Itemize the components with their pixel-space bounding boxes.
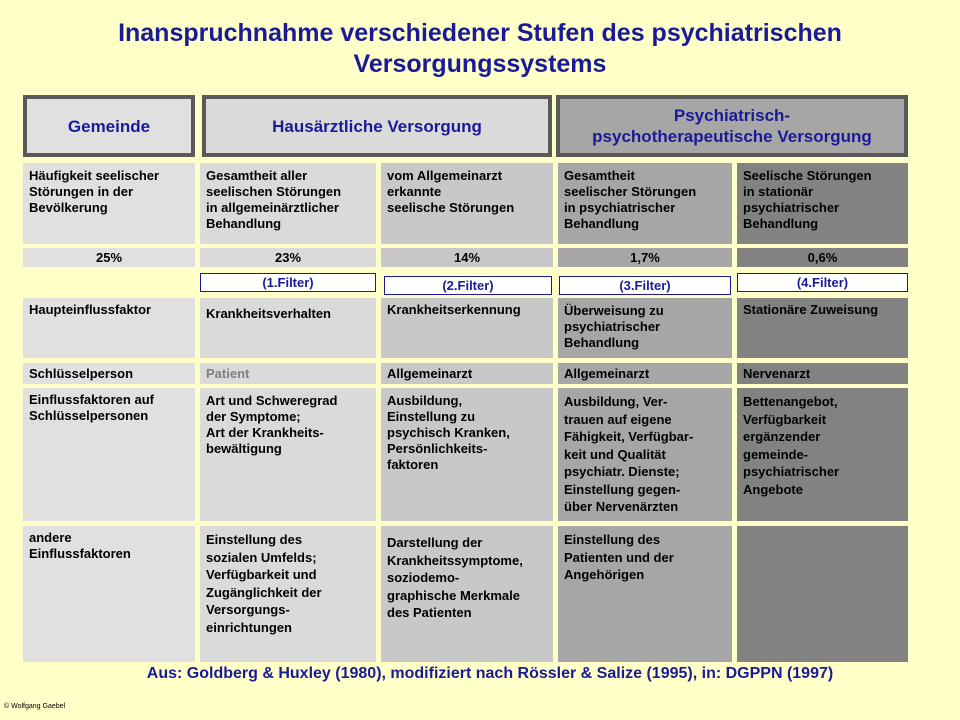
factors-key-2: Ausbildung, Einstellung zu psychisch Kranken, Persönlichkeits- faktoren xyxy=(381,388,553,521)
filter-1: (1.Filter) xyxy=(200,273,376,292)
filter-2: (2.Filter) xyxy=(384,276,552,295)
level-1-text: Häufigkeit seelischer Störungen in der Bevölkerung xyxy=(23,163,195,244)
other-factors-1: Einstellung des sozialen Umfelds; Verfügbarkeit und Zugänglichkeit der Versorgungs- einrichtungen xyxy=(200,526,376,662)
level-1-value: 25% xyxy=(23,248,195,267)
level-3-value: 14% xyxy=(381,248,553,267)
level-5-value: 0,6% xyxy=(737,248,908,267)
other-factors-4 xyxy=(737,526,908,662)
row-label-other-factors: andere Einflussfaktoren xyxy=(23,526,195,662)
header-community: Gemeinde xyxy=(23,95,195,157)
factors-key-3: Ausbildung, Ver- trauen auf eigene Fähigkeit, Verfügbar- keit und Qualität psychiatr. Dienste; Einstellung gegen- über Nervenärzten xyxy=(558,388,732,521)
level-4-value: 1,7% xyxy=(558,248,732,267)
copyright-note: © Wolfgang Gaebel xyxy=(4,703,66,710)
key-person-1: Patient xyxy=(200,363,376,384)
key-person-3: Allgemeinarzt xyxy=(558,363,732,384)
main-factor-2: Krankheitserkennung xyxy=(381,298,553,358)
level-2-text: Gesamtheit aller seelischen Störungen in allgemeinärztlicher Behandlung xyxy=(200,163,376,244)
filter-4: (4.Filter) xyxy=(737,273,908,292)
main-factor-4: Stationäre Zuweisung xyxy=(737,298,908,358)
factors-key-4: Bettenangebot, Verfügbarkeit ergänzender gemeinde- psychiatrischer Angebote xyxy=(737,388,908,521)
page-title: Inanspruchnahme verschiedener Stufen des psychiatrischen Versorgungssystems xyxy=(118,19,842,78)
level-4-text: Gesamtheit seelischer Störungen in psychiatrischer Behandlung xyxy=(558,163,732,244)
key-person-2: Allgemeinarzt xyxy=(381,363,553,384)
row-label-main-factor: Haupteinflussfaktor xyxy=(23,298,195,358)
header-gp-care: Hausärztliche Versorgung xyxy=(202,95,552,157)
filter-3: (3.Filter) xyxy=(559,276,731,295)
header-psych-care: Psychiatrisch- psychotherapeutische Versorgung xyxy=(556,95,908,157)
main-factor-3: Überweisung zu psychiatrischer Behandlung xyxy=(558,298,732,358)
key-person-4: Nervenarzt xyxy=(737,363,908,384)
row-label-factors-key: Einflussfaktoren auf Schlüsselpersonen xyxy=(23,388,195,521)
level-5-text: Seelische Störungen in stationär psychiatrischer Behandlung xyxy=(737,163,908,244)
factors-key-1: Art und Schweregrad der Symptome; Art der Krankheits- bewältigung xyxy=(200,388,376,521)
other-factors-3: Einstellung des Patienten und der Angehörigen xyxy=(558,526,732,662)
level-3-text: vom Allgemeinarzt erkannte seelische Störungen xyxy=(381,163,553,244)
main-factor-1: Krankheitsverhalten xyxy=(200,298,376,358)
level-2-value: 23% xyxy=(200,248,376,267)
other-factors-2: Darstellung der Krankheitssymptome, soziodemo- graphische Merkmale des Patienten xyxy=(381,526,553,662)
source-citation: Aus: Goldberg & Huxley (1980), modifiziert nach Rössler & Salize (1995), in: DGPPN (1997) xyxy=(146,665,834,682)
row-label-key-person: Schlüsselperson xyxy=(23,363,195,384)
